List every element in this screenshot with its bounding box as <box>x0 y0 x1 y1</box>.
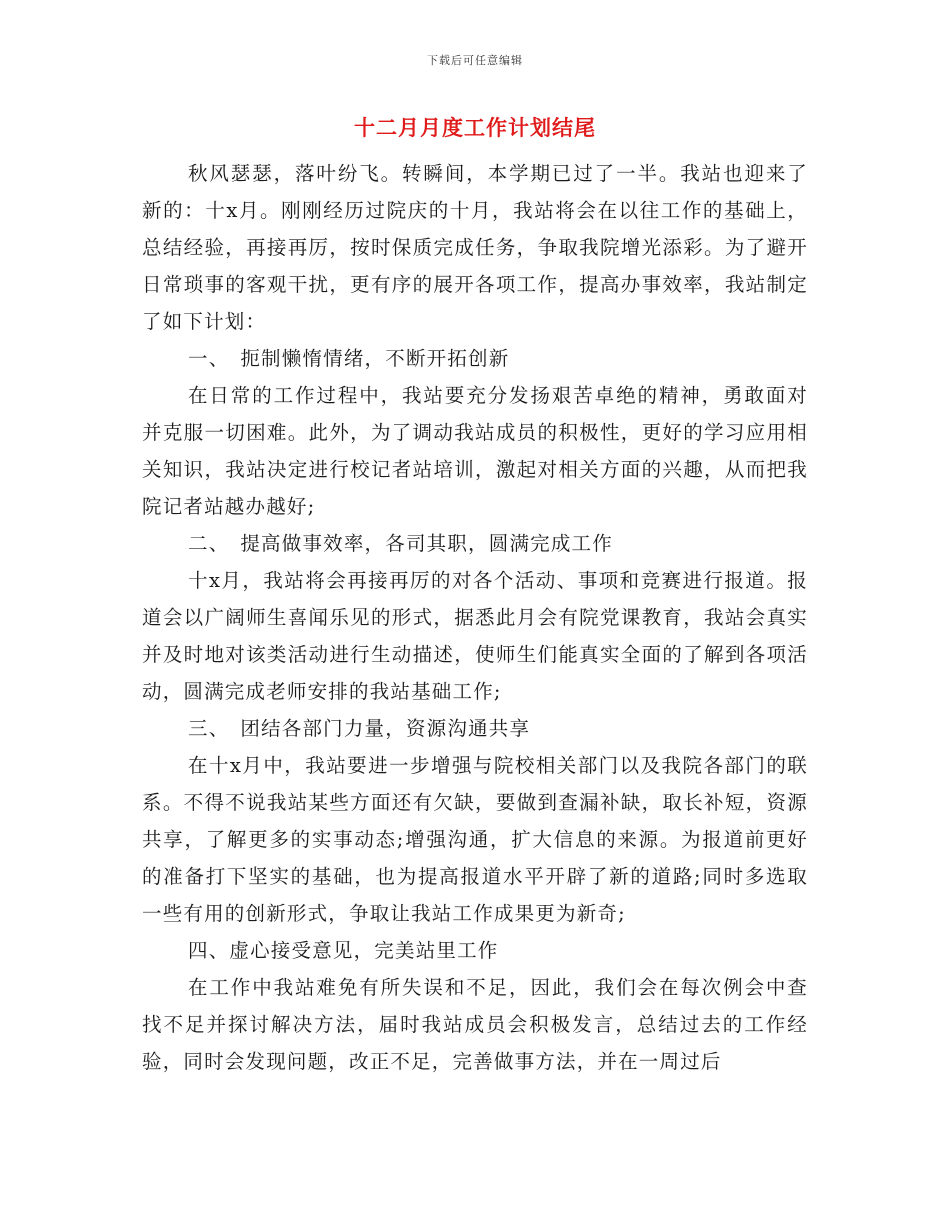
download-note: 下载后可任意编辑 <box>427 54 523 67</box>
section-heading-3: 三、 团结各部门力量，资源沟通共享 <box>188 717 531 740</box>
document-body <box>142 155 808 1080</box>
section-paragraph-1: 在日常的工作过程中，我站要充分发扬艰苦卓绝的精神，勇敢面对并克服一切困难。此外，为了调动我站成员的积极性，更好的学习应用相关知识，我站决定进行校记者站培训，激起对相关方面的兴趣，从而把我院记者站越办越好; <box>142 384 808 518</box>
section-paragraph-2: 十x月，我站将会再接再厉的对各个活动、事项和竞赛进行报道。报道会以广阔师生喜闻乐见的形式，据悉此月会有院党课教育，我站会真实并及时地对该类活动进行生动描述，使师生们能真实全面的了解到各项活动，圆满完成老师安排的我站基础工作; <box>142 569 808 703</box>
section-heading-4: 四、虚心接受意见，完美站里工作 <box>188 939 499 962</box>
document-title: 十二月月度工作计划结尾 <box>354 115 596 140</box>
section-paragraph-3: 在十x月中，我站要进一步增强与院校相关部门以及我院各部门的联系。不得不说我站某些方面还有欠缺，要做到查漏补缺，取长补短，资源共享，了解更多的实事动态;增强沟通，扩大信息的来源。为报道前更好的准备打下坚实的基础，也为提高报道水平开辟了新的道路;同时多选取一些有用的创新形式，争取让我站工作成果更为新奇; <box>142 754 808 925</box>
section-paragraph-4: 在工作中我站难免有所失误和不足，因此，我们会在每次例会中查找不足并探讨解决方法，届时我站成员会积极发言，总结过去的工作经验，同时会发现问题，改正不足，完善做事方法，并在一周过后 <box>142 976 808 1073</box>
section-heading-1: 一、 扼制懒惰情绪，不断开拓创新 <box>188 347 510 370</box>
section-heading-2: 二、 提高做事效率，各司其职，圆满完成工作 <box>188 532 613 555</box>
intro-paragraph: 秋风瑟瑟，落叶纷飞。转瞬间，本学期已过了一半。我站也迎来了新的：十x月。刚刚经历过院庆的十月，我站将会在以往工作的基础上，总结经验，再接再厉，按时保质完成任务，争取我院增光添彩。为了避开日常琐事的客观干扰，更有序的展开各项工作，提高办事效率，我站制定了如下计划： <box>142 162 808 333</box>
